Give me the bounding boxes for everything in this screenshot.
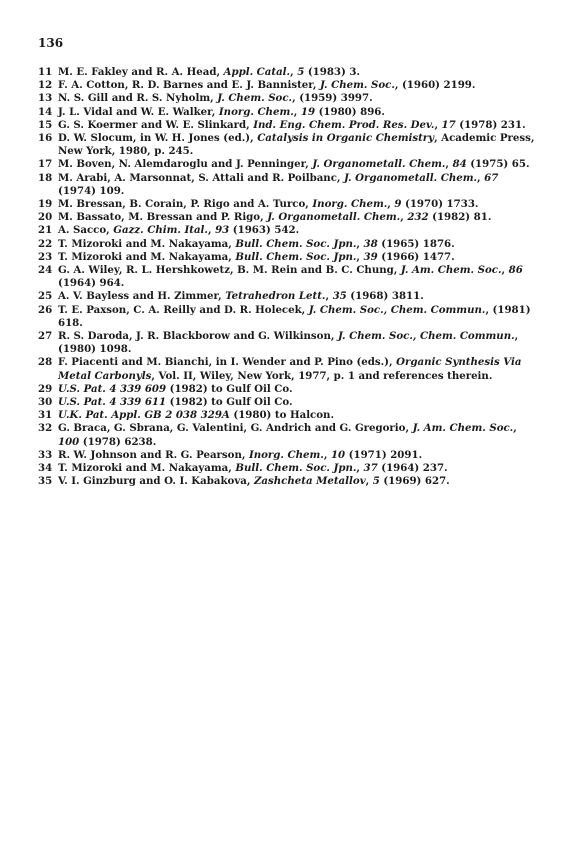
reference-italic-segment: Inorg. Chem. (248, 448, 324, 461)
reference-text (58, 449, 538, 462)
reference-number: 11 (38, 66, 53, 78)
reference-item (38, 396, 538, 409)
reference-italic-segment: U.S. Pat. 4 339 611 (58, 396, 167, 409)
reference-number: 12 (38, 79, 53, 92)
reference-segment: (1969) 627. (379, 475, 450, 488)
reference-item (38, 264, 538, 290)
reference-segment: R. W. Johnson and R. G. Pearson, (58, 448, 249, 461)
reference-number: 26 (38, 303, 53, 316)
reference-italic-segment: J. Chem. Soc. (217, 92, 293, 105)
reference-number: 13 (38, 92, 53, 105)
reference-segment: (1965) 1876. (377, 237, 455, 250)
reference-text (58, 330, 538, 356)
reference-italic-segment: 19 (300, 105, 316, 118)
reference-number: 29 (38, 382, 53, 395)
reference-segment: (1982) to Gulf Oil Co. (166, 396, 293, 409)
reference-item (38, 251, 538, 264)
reference-segment: , (1981) 618. (58, 303, 531, 329)
reference-text (58, 290, 538, 303)
reference-number: 32 (38, 422, 53, 435)
reference-segment: , (445, 158, 453, 171)
reference-italic-segment: Ind. Eng. Chem. Prod. Res. Dev. (253, 118, 435, 131)
reference-italic-segment: Appl. Catal. (223, 66, 291, 78)
reference-italic-segment: Bull. Chem. Soc. Jpn. (235, 462, 357, 475)
reference-segment: (1964) 237. (377, 462, 448, 475)
reference-italic-segment: 100 (58, 435, 80, 448)
reference-item (38, 66, 538, 79)
reference-segment: T. Mizoroki and M. Nakayama, (58, 237, 236, 250)
reference-number: 24 (38, 264, 53, 277)
reference-segment: , (501, 264, 509, 277)
reference-segment: (1963) 542. (229, 224, 300, 237)
reference-italic-segment: J. Organometall. Chem. (344, 171, 478, 184)
reference-item (38, 383, 538, 396)
reference-segment: , (1960) 2199. (394, 79, 476, 92)
reference-italic-segment: Bull. Chem. Soc. Jpn. (235, 250, 357, 263)
reference-segment: J. L. Vidal and W. E. Walker, (58, 105, 219, 118)
reference-segment: , (290, 66, 298, 78)
reference-italic-segment: 93 (215, 224, 230, 237)
reference-item (38, 462, 538, 475)
reference-segment: , (1980) 1098. (58, 330, 519, 356)
reference-number: 34 (38, 462, 53, 475)
reference-segment: , Academic Press, New York, 1980, p. 245. (58, 132, 535, 158)
reference-number: 19 (38, 198, 53, 211)
reference-italic-segment: Inorg. Chem. (312, 198, 388, 211)
reference-item (38, 475, 538, 488)
reference-number: 23 (38, 250, 53, 263)
reference-number: 25 (38, 290, 53, 303)
reference-segment: , (356, 462, 364, 475)
reference-text (58, 264, 538, 290)
reference-item (38, 409, 538, 422)
reference-segment: F. A. Cotton, R. D. Barnes and E. J. Bannister, (58, 79, 320, 92)
reference-segment: , (323, 448, 331, 461)
reference-italic-segment: Tetrahedron Lett. (225, 290, 326, 303)
reference-text (58, 158, 538, 171)
reference-segment: (1980) 896. (315, 105, 385, 118)
reference-segment: R. S. Daroda, J. R. Blackborow and G. Wilkinson, (58, 330, 338, 343)
reference-segment: T. E. Paxson, C. A. Reilly and D. R. Holecek, (58, 303, 309, 316)
reference-text (58, 172, 538, 198)
reference-item (38, 304, 538, 330)
reference-segment: , (207, 224, 216, 237)
reference-text (58, 422, 538, 448)
reference-segment: T. Mizoroki and M. Nakayama, (58, 462, 236, 475)
reference-item (38, 422, 538, 448)
reference-number: 17 (38, 158, 53, 171)
reference-italic-segment: 67 (484, 171, 499, 184)
reference-italic-segment: Catalysis in Organic Chemistry (257, 132, 435, 145)
reference-italic-segment: Organic Synthesis Via Metal Carbonyls (58, 356, 522, 382)
reference-text (58, 462, 538, 475)
reference-list (38, 66, 538, 489)
reference-segment: (1978) 231. (455, 118, 526, 131)
reference-segment: (1974) 109. (58, 184, 125, 197)
reference-text (58, 198, 538, 211)
reference-italic-segment: Zashcheta Metallov (253, 475, 366, 488)
reference-number: 27 (38, 330, 53, 343)
reference-segment: (1970) 1733. (401, 198, 479, 211)
reference-item (38, 211, 538, 224)
reference-italic-segment: Gazz. Chim. Ital. (113, 224, 208, 237)
reference-number: 18 (38, 171, 53, 184)
reference-segment: , (365, 475, 373, 488)
reference-italic-segment: 232 (407, 211, 429, 224)
reference-segment: N. S. Gill and R. S. Nyholm, (58, 92, 218, 105)
reference-segment: (1971) 2091. (345, 448, 423, 461)
reference-number: 31 (38, 409, 53, 422)
reference-segment: , (293, 105, 301, 118)
page-number: 136 (38, 36, 64, 50)
reference-item (38, 132, 538, 158)
reference-italic-segment: J. Am. Chem. Soc. (412, 422, 514, 435)
reference-italic-segment: J. Am. Chem. Soc. (400, 264, 502, 277)
reference-italic-segment: 5 (372, 475, 380, 488)
reference-segment: V. I. Ginzburg and O. I. Kabakova, (58, 475, 254, 488)
reference-text (58, 251, 538, 264)
reference-segment: A. V. Bayless and H. Zimmer, (58, 290, 226, 303)
reference-italic-segment: J. Chem. Soc. (319, 79, 395, 92)
reference-segment: (1980) to Halcon. (229, 409, 335, 422)
reference-text (58, 106, 538, 119)
reference-text (58, 132, 538, 158)
reference-item (38, 330, 538, 356)
reference-number: 33 (38, 448, 53, 461)
reference-number: 22 (38, 237, 53, 250)
reference-segment: (1964) 964. (58, 277, 125, 290)
reference-segment: (1982) to Gulf Oil Co. (166, 382, 293, 395)
reference-segment: (1983) 3. (304, 66, 361, 78)
reference-segment: , (387, 198, 395, 211)
reference-italic-segment: Bull. Chem. Soc. Jpn. (235, 237, 357, 250)
reference-number: 30 (38, 396, 53, 409)
reference-segment: M. Bassato, M. Bressan and P. Rigo, (58, 211, 268, 224)
reference-segment: G. Braca, G. Sbrana, G. Valentini, G. Andrich and G. Gregorio, (58, 422, 413, 435)
reference-segment: M. Arabi, A. Marsonnat, S. Attali and R. Poilbanc, (58, 171, 345, 184)
reference-segment: (1966) 1477. (377, 250, 455, 263)
reference-segment: M. E. Fakley and R. A. Head, (58, 66, 224, 78)
reference-item (38, 119, 538, 132)
reference-item (38, 238, 538, 251)
reference-segment: (1975) 65. (466, 158, 530, 171)
reference-text (58, 409, 538, 422)
reference-segment: (1978) 6238. (79, 435, 157, 448)
reference-italic-segment: 17 (441, 118, 456, 131)
reference-italic-segment: U.S. Pat. 4 339 609 (58, 382, 167, 395)
reference-number: 14 (38, 105, 53, 118)
reference-item (38, 198, 538, 211)
reference-segment: , (400, 211, 408, 224)
reference-italic-segment: Inorg. Chem. (218, 105, 294, 118)
reference-italic-segment: J. Organometall. Chem. (312, 158, 446, 171)
reference-text (58, 304, 538, 330)
reference-text (58, 92, 538, 105)
reference-italic-segment: 84 (452, 158, 467, 171)
reference-segment: F. Piacenti and M. Bianchi, in I. Wender and P. Pino (eds.), (58, 356, 397, 369)
reference-segment: , (434, 118, 442, 131)
reference-item (38, 290, 538, 303)
reference-text (58, 79, 538, 92)
reference-item (38, 79, 538, 92)
reference-segment: , (477, 171, 485, 184)
reference-item (38, 356, 538, 382)
reference-item (38, 158, 538, 171)
reference-item (38, 172, 538, 198)
reference-segment: (1982) 81. (428, 211, 492, 224)
reference-item (38, 449, 538, 462)
reference-segment: T. Mizoroki and M. Nakayama, (58, 250, 236, 263)
reference-text (58, 383, 538, 396)
reference-number: 15 (38, 118, 53, 131)
reference-italic-segment: 38 (363, 237, 378, 250)
reference-segment: G. A. Wiley, R. L. Hershkowetz, B. M. Rein and B. C. Chung, (58, 264, 401, 277)
reference-segment: , (325, 290, 333, 303)
reference-segment: D. W. Slocum, in W. H. Jones (ed.), (58, 132, 258, 145)
reference-segment: A. Sacco, (58, 224, 114, 237)
reference-segment: (1968) 3811. (346, 290, 424, 303)
reference-number: 21 (38, 224, 53, 237)
reference-text (58, 356, 538, 382)
reference-item (38, 92, 538, 105)
reference-italic-segment: 37 (363, 462, 378, 475)
reference-italic-segment: 9 (394, 198, 402, 211)
reference-segment: G. S. Koermer and W. E. Slinkard, (58, 118, 254, 131)
reference-italic-segment: J. Organometall. Chem. (267, 211, 401, 224)
reference-item (38, 224, 538, 237)
reference-italic-segment: J. Chem. Soc., Chem. Commun. (337, 330, 515, 343)
reference-segment: M. Bressan, B. Corain, P. Rigo and A. Turco, (58, 198, 313, 211)
reference-number: 16 (38, 132, 53, 145)
reference-segment: , (1959) 3997. (292, 92, 373, 105)
reference-text (58, 119, 538, 132)
reference-segment: , (356, 237, 364, 250)
reference-text (58, 396, 538, 409)
reference-segment: , (513, 422, 517, 435)
reference-number: 20 (38, 211, 53, 224)
reference-italic-segment: 5 (297, 66, 305, 78)
reference-segment: , (356, 250, 364, 263)
reference-italic-segment: 10 (330, 448, 346, 461)
reference-text (58, 66, 538, 79)
reference-number: 35 (38, 475, 53, 488)
reference-text (58, 211, 538, 224)
reference-italic-segment: J. Chem. Soc., Chem. Commun. (308, 303, 486, 316)
reference-number: 28 (38, 356, 53, 369)
reference-italic-segment: U.K. Pat. Appl. GB 2 038 329A (58, 409, 230, 422)
reference-italic-segment: 35 (332, 290, 347, 303)
reference-text (58, 475, 538, 488)
reference-item (38, 106, 538, 119)
reference-italic-segment: 86 (508, 264, 523, 277)
reference-text (58, 224, 538, 237)
reference-text (58, 238, 538, 251)
reference-segment: M. Boven, N. Alemdaroglu and J. Penninger, (58, 158, 313, 171)
reference-segment: , Vol. II, Wiley, New York, 1977, p. 1 and references therein. (151, 369, 493, 382)
reference-italic-segment: 39 (363, 250, 378, 263)
